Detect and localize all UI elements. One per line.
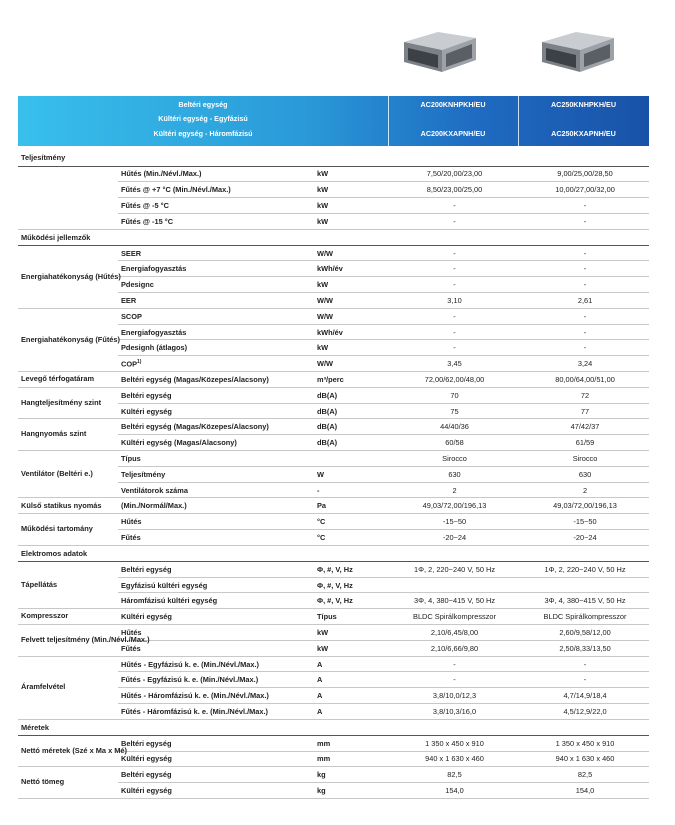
row-label-cell <box>118 308 314 324</box>
value-model-2: 47/42/37 <box>518 419 649 435</box>
header-banner <box>18 96 649 146</box>
value-model-2: - <box>518 277 649 293</box>
row-label-cell <box>118 356 314 372</box>
row-unit: W/W <box>314 293 388 309</box>
value-model-2: 154,0 <box>518 783 649 799</box>
value-model-1: - <box>388 213 518 229</box>
value-model-2: 49,03/72,00/196,13 <box>518 498 649 514</box>
value-model-1: 60/58 <box>388 435 518 451</box>
spec-row <box>18 767 649 783</box>
value-model-2: - <box>518 213 649 229</box>
row-label: Kültéri egység <box>121 786 172 796</box>
value-model-2: 4,5/12,9/22,0 <box>518 704 649 720</box>
row-label: Háromfázisú kültéri egység <box>121 596 218 606</box>
row-label-cell <box>118 293 314 309</box>
row-label-cell <box>118 451 314 467</box>
row-label: Fűtés - Egyfázisú k. e. (Min./Névl./Max.) <box>121 675 259 685</box>
row-unit: A <box>314 704 388 720</box>
row-label-cell <box>118 419 314 435</box>
section-header <box>18 719 649 735</box>
row-label-cell <box>118 198 314 214</box>
row-label: Kültéri egység <box>121 406 172 416</box>
value-model-2: 1Φ, 2, 220~240 V, 50 Hz <box>518 561 649 577</box>
value-model-2: 3,24 <box>518 356 649 372</box>
value-model-1: - <box>388 340 518 356</box>
row-label: Teljesítmény <box>121 469 166 479</box>
row-unit: kg <box>314 767 388 783</box>
row-unit: - <box>314 482 388 498</box>
spec-row <box>18 245 649 261</box>
value-model-2: - <box>518 656 649 672</box>
value-model-1: - <box>388 308 518 324</box>
row-group-label: Felvett teljesítmény (Min./Névl./Max.) <box>18 625 118 657</box>
row-unit: W/W <box>314 308 388 324</box>
value-model-2: 82,5 <box>518 767 649 783</box>
value-model-2: Sirocco <box>518 451 649 467</box>
row-label: Fűtés @ -5 °C <box>121 200 169 210</box>
row-label: Beltéri egység <box>121 738 172 748</box>
row-label-cell <box>118 435 314 451</box>
spec-row <box>18 419 649 435</box>
row-unit: m³/perc <box>314 372 388 388</box>
row-unit: dB(A) <box>314 435 388 451</box>
value-model-1: - <box>388 277 518 293</box>
outdoor-single-phase-label: Kültéri egység - Egyfázisú <box>158 114 248 123</box>
value-model-1: -20~24 <box>388 530 518 546</box>
duct-unit-image-1 <box>398 30 480 76</box>
value-model-2: 2,60/9,58/12,00 <box>518 625 649 641</box>
row-label-cell <box>118 735 314 751</box>
row-label: Beltéri egység <box>121 770 172 780</box>
value-model-2: 61/59 <box>518 435 649 451</box>
value-model-1: 3,45 <box>388 356 518 372</box>
row-unit: dB(A) <box>314 419 388 435</box>
value-model-2: 2 <box>518 482 649 498</box>
row-label: Hűtés - Háromfázisú k. e. (Min./Névl./Max.) <box>121 691 269 701</box>
row-label-cell <box>118 213 314 229</box>
value-model-1: - <box>388 261 518 277</box>
value-model-1: 3,8/10,3/16,0 <box>388 704 518 720</box>
row-group-label: Kompresszor <box>18 609 118 625</box>
row-label: Hűtés <box>121 517 142 527</box>
row-label: COP <box>121 359 138 369</box>
row-label-cell <box>118 340 314 356</box>
row-label: Kültéri egység (Magas/Alacsony) <box>121 438 237 448</box>
row-label: Energiafogyasztás <box>121 264 187 274</box>
value-model-1: 82,5 <box>388 767 518 783</box>
indoor-unit-label: Beltéri egység <box>178 100 228 109</box>
value-model-1: 940 x 1 630 x 460 <box>388 751 518 767</box>
row-unit: kW <box>314 625 388 641</box>
row-label-cell <box>118 482 314 498</box>
footnote-marker: 1) <box>137 358 142 365</box>
row-label-cell <box>118 530 314 546</box>
value-model-1: 3,10 <box>388 293 518 309</box>
row-label: Kültéri egység <box>121 754 172 764</box>
value-model-1: 72,00/62,00/48,00 <box>388 372 518 388</box>
value-model-1: 2 <box>388 482 518 498</box>
row-label: Kültéri egység <box>121 612 172 622</box>
row-label: Hűtés - Egyfázisú k. e. (Min./Névl./Max.) <box>121 659 259 669</box>
row-unit: W/W <box>314 245 388 261</box>
value-model-1: - <box>388 656 518 672</box>
row-unit: °C <box>314 530 388 546</box>
model-indoor-1: AC200KNHPKH/EU <box>420 100 486 109</box>
value-model-1: - <box>388 245 518 261</box>
row-group-label: Hangteljesítmény szint <box>18 387 118 419</box>
value-model-1: 2,10/6,45/8,00 <box>388 625 518 641</box>
value-model-2: 72 <box>518 387 649 403</box>
value-model-1: 3,8/10,0/12,3 <box>388 688 518 704</box>
row-unit: °C <box>314 514 388 530</box>
section-title: Méretek <box>18 719 649 735</box>
row-label-cell <box>118 656 314 672</box>
row-label: Fűtés <box>121 643 141 653</box>
spec-table <box>18 150 649 799</box>
value-model-2: 2,50/8,33/13,50 <box>518 640 649 656</box>
value-model-2: - <box>518 340 649 356</box>
spec-row <box>18 166 649 182</box>
row-group-label: Energiahatékonyság (Fűtés) <box>18 308 118 371</box>
row-group-label: Működési tartomány <box>18 514 118 546</box>
row-unit: Φ, #, V, Hz <box>314 593 388 609</box>
value-model-1: 44/40/36 <box>388 419 518 435</box>
row-label-cell <box>118 577 314 593</box>
row-unit: dB(A) <box>314 387 388 403</box>
row-group-label: Energiahatékonyság (Hűtés) <box>18 245 118 308</box>
spec-row <box>18 514 649 530</box>
row-label-cell <box>118 688 314 704</box>
row-unit: kWh/év <box>314 261 388 277</box>
row-unit <box>314 451 388 467</box>
value-model-2: 9,00/25,00/28,50 <box>518 166 649 182</box>
row-unit: kW <box>314 213 388 229</box>
value-model-2: 2,61 <box>518 293 649 309</box>
spec-row <box>18 308 649 324</box>
value-model-1: 1Φ, 2, 220~240 V, 50 Hz <box>388 561 518 577</box>
row-group-label: Áramfelvétel <box>18 656 118 719</box>
row-unit: Pa <box>314 498 388 514</box>
row-group-label: Ventilátor (Beltéri e.) <box>18 451 118 498</box>
row-label-cell <box>118 561 314 577</box>
value-model-1: BLDC Spirálkompresszor <box>388 609 518 625</box>
value-model-1: 8,50/23,00/25,00 <box>388 182 518 198</box>
value-model-2: 80,00/64,00/51,00 <box>518 372 649 388</box>
row-label-cell <box>118 261 314 277</box>
value-model-1: 1 350 x 450 x 910 <box>388 735 518 751</box>
section-header <box>18 229 649 245</box>
spec-row <box>18 656 649 672</box>
value-model-1: Sirocco <box>388 451 518 467</box>
row-group-label: Nettó méretek (Szé x Ma x Mé) <box>18 735 118 767</box>
row-unit: kW <box>314 640 388 656</box>
outdoor-three-phase-label: Kültéri egység - Háromfázisú <box>153 129 253 138</box>
value-model-2: 77 <box>518 403 649 419</box>
row-label: Hűtés <box>121 627 142 637</box>
row-unit: Típus <box>314 609 388 625</box>
row-unit: kW <box>314 340 388 356</box>
row-label: (Min./Normál/Max.) <box>121 501 187 511</box>
row-label: Energiafogyasztás <box>121 327 187 337</box>
duct-unit-image-2 <box>536 30 618 76</box>
row-unit: kWh/év <box>314 324 388 340</box>
row-label: Fűtés - Háromfázisú k. e. (Min./Névl./Max.) <box>121 706 269 716</box>
row-label: Hűtés (Min./Névl./Max.) <box>121 169 202 179</box>
row-label-cell <box>118 514 314 530</box>
section-title: Működési jellemzők <box>18 229 649 245</box>
row-label: Fűtés @ -15 °C <box>121 216 174 226</box>
row-label-cell <box>118 767 314 783</box>
row-label: Ventilátorok száma <box>121 485 188 495</box>
spec-row <box>18 625 649 641</box>
row-label: Fűtés @ +7 °C (Min./Névl./Max.) <box>121 185 231 195</box>
row-label-cell <box>118 387 314 403</box>
row-unit: dB(A) <box>314 403 388 419</box>
spec-row <box>18 561 649 577</box>
row-label: Beltéri egység <box>121 564 172 574</box>
section-title: Teljesítmény <box>18 150 649 166</box>
row-label-cell <box>118 609 314 625</box>
row-label-cell <box>118 498 314 514</box>
row-unit: W <box>314 466 388 482</box>
spec-table-body <box>18 150 649 798</box>
value-model-1: -15~50 <box>388 514 518 530</box>
value-model-2: - <box>518 198 649 214</box>
value-model-1: 70 <box>388 387 518 403</box>
row-group-label <box>18 166 118 229</box>
value-model-2: 630 <box>518 466 649 482</box>
row-label: Fűtés <box>121 532 141 542</box>
value-model-1: 49,03/72,00/196,13 <box>388 498 518 514</box>
model-outdoor-1: AC200KXAPNH/EU <box>420 129 486 138</box>
row-label: Egyfázisú kültéri egység <box>121 580 208 590</box>
row-unit: kg <box>314 783 388 799</box>
row-group-label: Levegő térfogatáram <box>18 372 118 388</box>
row-unit: A <box>314 656 388 672</box>
product-images <box>0 0 675 96</box>
row-unit: mm <box>314 751 388 767</box>
row-label-cell <box>118 751 314 767</box>
row-label-cell <box>118 403 314 419</box>
row-label: Pdesignh (átlagos) <box>121 343 188 353</box>
value-model-2: - <box>518 245 649 261</box>
value-model-2: -20~24 <box>518 530 649 546</box>
value-model-2: - <box>518 261 649 277</box>
value-model-1: - <box>388 324 518 340</box>
row-unit: Φ, #, V, Hz <box>314 561 388 577</box>
value-model-1: 75 <box>388 403 518 419</box>
row-unit: Φ, #, V, Hz <box>314 577 388 593</box>
row-label: Beltéri egység <box>121 390 172 400</box>
value-model-1: 630 <box>388 466 518 482</box>
row-label: SEER <box>121 248 142 258</box>
row-label: Beltéri egység (Magas/Közepes/Alacsony) <box>121 422 269 432</box>
row-unit: W/W <box>314 356 388 372</box>
spec-row <box>18 498 649 514</box>
spec-row <box>18 451 649 467</box>
row-label: Típus <box>121 453 141 463</box>
value-model-1: - <box>388 672 518 688</box>
value-model-2: - <box>518 672 649 688</box>
spec-row <box>18 609 649 625</box>
row-label-cell <box>118 672 314 688</box>
value-model-2: - <box>518 324 649 340</box>
model-outdoor-2: AC250KXAPNH/EU <box>551 129 616 138</box>
value-model-1: 7,50/20,00/23,00 <box>388 166 518 182</box>
value-model-2: 4,7/14,9/18,4 <box>518 688 649 704</box>
section-header <box>18 545 649 561</box>
value-model-1: 2,10/6,66/9,80 <box>388 640 518 656</box>
row-label-cell <box>118 593 314 609</box>
value-model-1: 154,0 <box>388 783 518 799</box>
row-label-cell <box>118 245 314 261</box>
value-model-2: 10,00/27,00/32,00 <box>518 182 649 198</box>
row-unit: kW <box>314 166 388 182</box>
row-label: SCOP <box>121 311 142 321</box>
value-model-1 <box>388 577 518 593</box>
row-label: EER <box>121 295 137 305</box>
row-unit: kW <box>314 182 388 198</box>
row-label-cell <box>118 277 314 293</box>
row-label-cell <box>118 704 314 720</box>
value-model-1: 3Φ, 4, 380~415 V, 50 Hz <box>388 593 518 609</box>
section-title: Elektromos adatok <box>18 545 649 561</box>
value-model-2 <box>518 577 649 593</box>
row-group-label: Tápellátás <box>18 561 118 608</box>
section-header <box>18 150 649 166</box>
row-label: Pdesignc <box>121 280 154 290</box>
spec-row <box>18 372 649 388</box>
value-model-2: - <box>518 308 649 324</box>
value-model-1: - <box>388 198 518 214</box>
row-unit: mm <box>314 735 388 751</box>
row-group-label: Külső statikus nyomás <box>18 498 118 514</box>
row-label-cell <box>118 166 314 182</box>
model-indoor-2: AC250KNHPKH/EU <box>550 100 617 109</box>
row-group-label: Nettó tömeg <box>18 767 118 799</box>
row-label-cell <box>118 324 314 340</box>
row-label-cell <box>118 783 314 799</box>
row-unit: A <box>314 688 388 704</box>
value-model-2: 940 x 1 630 x 460 <box>518 751 649 767</box>
spec-row <box>18 387 649 403</box>
row-label-cell <box>118 182 314 198</box>
value-model-2: -15~50 <box>518 514 649 530</box>
value-model-2: 1 350 x 450 x 910 <box>518 735 649 751</box>
value-model-2: BLDC Spirálkompresszor <box>518 609 649 625</box>
row-unit: kW <box>314 198 388 214</box>
spec-row <box>18 735 649 751</box>
row-label: Beltéri egység (Magas/Közepes/Alacsony) <box>121 374 269 384</box>
row-unit: kW <box>314 277 388 293</box>
row-group-label: Hangnyomás szint <box>18 419 118 451</box>
row-label-cell <box>118 372 314 388</box>
row-unit: A <box>314 672 388 688</box>
value-model-2: 3Φ, 4, 380~415 V, 50 Hz <box>518 593 649 609</box>
row-label-cell <box>118 466 314 482</box>
